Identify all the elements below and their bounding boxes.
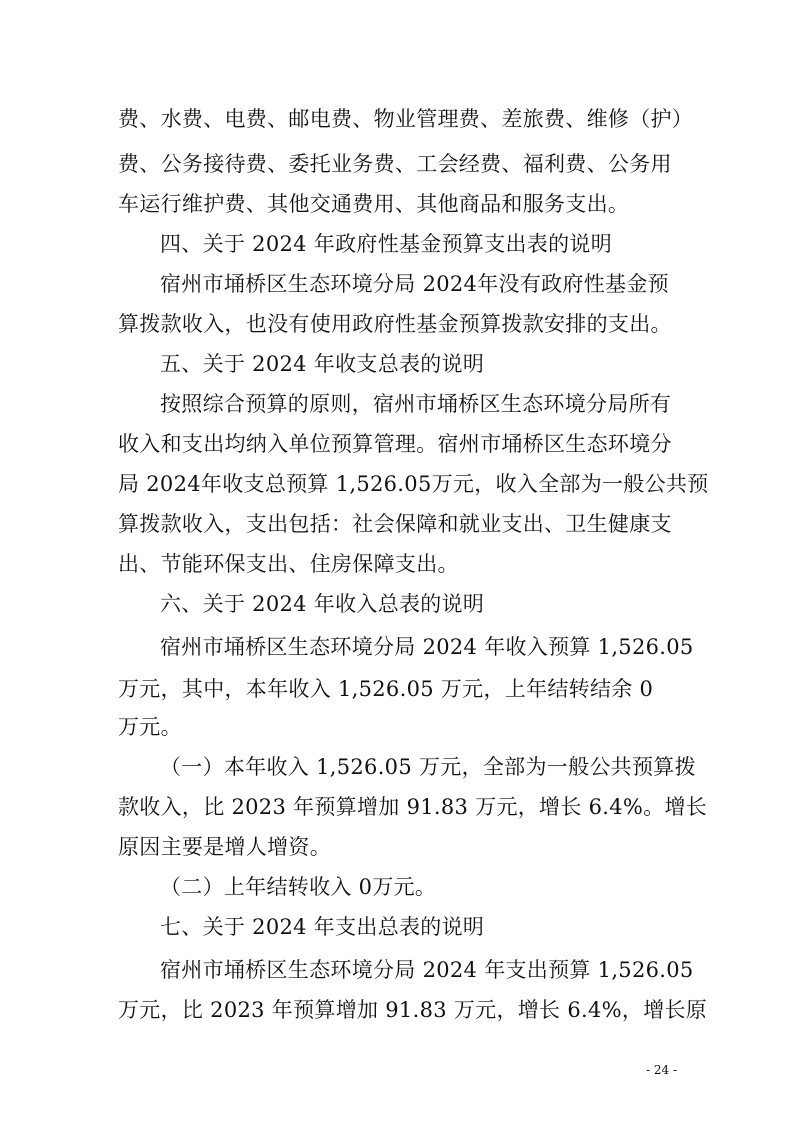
body-line-19: 原因主要是增人增资。 [118, 835, 331, 859]
body-line-6: 算拨款收入，也没有使用政府性基金预算拨款安排的支出。 [118, 312, 672, 336]
body-line-3: 车运行维护费、其他交通费用、其他商品和服务支出。 [118, 192, 630, 216]
section-heading-6: 六、关于 2024 年收入总表的说明 [160, 592, 485, 616]
body-line-16: 万元。 [118, 715, 182, 739]
body-line-18: 款收入，比 2023 年预算增加 91.83 万元，增长 6.4%。增长 [118, 795, 708, 819]
body-line-17: （一）本年收入 1,526.05 万元，全部为一般公共预算拨 [160, 755, 696, 779]
body-line-22: 宿州市埇桥区生态环境分局 2024 年支出预算 1,526.05 [160, 958, 694, 982]
section-heading-4: 四、关于 2024 年政府性基金预算支出表的说明 [160, 232, 612, 256]
page-number: - 24 - [646, 1063, 678, 1077]
body-line-5: 宿州市埇桥区生态环境分局 2024年没有政府性基金预 [160, 272, 669, 296]
body-line-1: 费、水费、电费、邮电费、物业管理费、差旅费、维修（护） [118, 107, 694, 131]
section-heading-5: 五、关于 2024 年收支总表的说明 [160, 352, 485, 376]
body-line-14: 宿州市埇桥区生态环境分局 2024 年收入预算 1,526.05 [160, 635, 694, 659]
body-line-10: 局 2024年收支总预算 1,526.05万元，收入全部为一般公共预 [118, 472, 709, 496]
body-line-15: 万元，其中，本年收入 1,526.05 万元，上年结转结余 0 [118, 677, 654, 701]
body-line-9: 收入和支出均纳入单位预算管理。宿州市埇桥区生态环境分 [118, 432, 672, 456]
body-line-23: 万元，比 2023 年预算增加 91.83 万元，增长 6.4%，增长原 [118, 998, 708, 1022]
body-line-12: 出、节能环保支出、住房保障支出。 [118, 552, 459, 576]
body-line-2: 费、公务接待费、委托业务费、工会经费、福利费、公务用 [118, 152, 672, 176]
body-line-20: （二）上年结转收入 0万元。 [160, 875, 437, 899]
body-line-8: 按照综合预算的原则，宿州市埇桥区生态环境分局所有 [160, 392, 672, 416]
body-line-11: 算拨款收入，支出包括：社会保障和就业支出、卫生健康支 [118, 512, 672, 536]
section-heading-7: 七、关于 2024 年支出总表的说明 [160, 915, 485, 939]
